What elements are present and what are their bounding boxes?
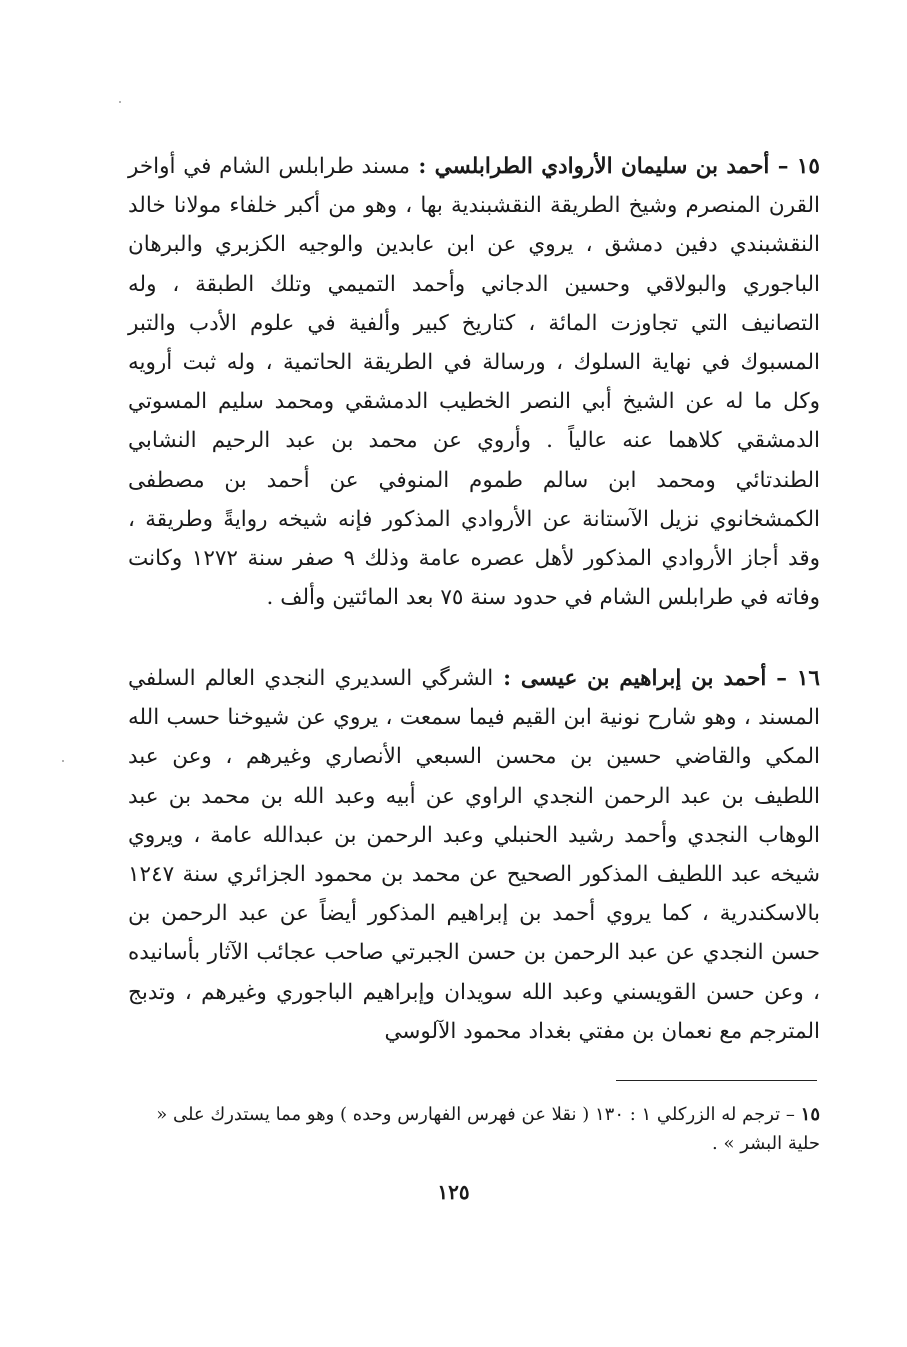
footnote-paragraph [128, 1100, 820, 1158]
footnote-dash: – [785, 1104, 795, 1125]
entry-number: ١٥ [796, 154, 820, 179]
entry-number: ١٦ [796, 666, 820, 691]
entry-heading [493, 666, 820, 691]
entry-paragraph [128, 147, 820, 617]
entry-15 [128, 147, 820, 617]
footnote-number: ١٥ [800, 1104, 820, 1125]
entry-name: أحمد بن إبراهيم بن عيسى [520, 666, 767, 691]
entry-16 [128, 659, 820, 1051]
entry-paragraph [128, 659, 820, 1051]
entry-text: الشرگي السديري النجدي العالم السلفي المسند ، وهو شارح نونية ابن القيم فيما سمعت ، يروي عن شيوخنا حسب الله المكي والقاضي حسين بن محسن السبعي الأنصاري وغيرهم ، وعن عبد اللطيف بن عبد الرحمن النجدي الراوي عن أبيه وعبد الله بن محمد بن عبد الوهاب النجدي وأحمد رشيد الحنبلي وعبد الرحمن بن عبدالله عامة ، ويروي شيخه عبد اللطيف المذكور الصحيح عن محمد بن محمود الجزائري سنة ١٢٤٧ بالاسكندرية ، كما يروي أحمد بن إبراهيم المذكور أيضاً عن عبد الرحمن بن حسن النجدي عن عبد الرحمن بن حسن الجبرتي صاحب عجائب الآثار بأسانيده ، وعن حسن القويسني وعبد الله سويدان وإبراهيم الباجوري وغيرهم ، وتدبج المترجم مع نعمان بن مفتي بغداد محمود الآلوسي [128, 666, 820, 1044]
footnote-text: ترجم له الزركلي ١ : ١٣٠ ( نقلا عن فهرس الفهارس وحده ) وهو مما يستدرك على « حلية البشر » . [156, 1104, 820, 1154]
scan-speck [62, 760, 64, 762]
entry-dash: – [776, 666, 787, 691]
footnote-divider [616, 1080, 817, 1081]
entry-colon: : [503, 666, 511, 691]
entry-name: أحمد بن سليمان الأروادي الطرابلسي [434, 154, 770, 179]
entry-text: مسند طرابلس الشام في أواخر القرن المنصرم وشيخ الطريقة النقشبندية بها ، وهو من أكبر خلفاء مولانا خالد النقشبندي دفين دمشق ، يروي عن ابن عابدين والوجيه الكزبري والبرهان الباجوري والبولاقي وحسين الدجاني وأحمد التميمي وتلك الطبقة ، وله التصانيف التي تجاوزت المائة ، كتاريخ كبير وألفية في علوم الأدب والتبر المسبوك في نهاية السلوك ، ورسالة في الطريقة الحاتمية ، وله ثبت أرويه وكل ما له عن الشيخ أبي النصر الخطيب الدمشقي ومحمد سليم المسوتي الدمشقي كلاهما عنه عالياً . وأروي عن محمد بن عبد الرحيم النشابي الطندتائي ومحمد ابن سالم طموم المنوفي عن أحمد بن مصطفى الكمشخانوي نزيل الآستانة عن الأروادي المذكور فإنه شيخه روايةً وطريقة ، وقد أجاز الأروادي المذكور لأهل عصره عامة وذلك ٩ صفر سنة ١٢٧٢ وكانت وفاته في طرابلس الشام في حدود سنة ٧٥ بعد المائتين وألف . [128, 154, 820, 611]
scan-speck [119, 101, 121, 103]
entry-heading [410, 154, 820, 179]
page-number: ١٢٥ [437, 1180, 470, 1204]
footnote [128, 1100, 820, 1158]
entry-colon: : [418, 154, 427, 179]
entry-dash: – [777, 154, 789, 179]
